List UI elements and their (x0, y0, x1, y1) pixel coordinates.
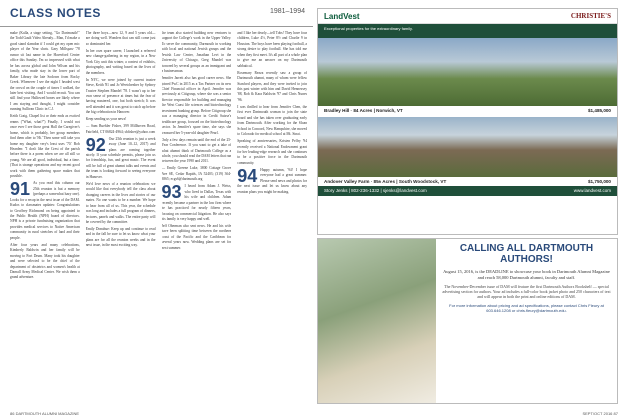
page-number: 86 (10, 411, 15, 416)
class-years: 1981–1994 (269, 8, 305, 15)
note-paragraph: Rosemary Rezza recently saw a group of Dartmouth alumni, many of whom were fellow Stanford players, and they were invited to join this past winter with him and David Hennessey '88, Rob & Kara Baldwin '97 and Chris Nunes '96. (237, 70, 307, 102)
note-paragraph: I heard from Adam J. Weiss, who lived in Dallas, Texas with his wife and children. Adam recently became a partner in the law firm where he has practiced for nearly fifteen years, focusing on commercial litigation. He also says his family is very happy and well. (161, 184, 232, 221)
note-paragraph: Speaking of anniversaries, Kristen Pelfry '94 recently received a National Endowment grant for her leading-edge research and she continues to be a positive force in the Dartmouth community. (237, 139, 307, 165)
authors-ad-body (436, 239, 617, 403)
column-4 (237, 31, 307, 404)
note-paragraph: Jennifer Jarrett also has good career news. She joined PwC in 2015 as a Tax Partner on its new Chief Financial officer in April. Jennifer was previously at Citigroup, where she was a senior director responsible for building and managing the West Coast life sciences and biotechnology investment banking group. Before Citigroup she was a managing director in Credit Suisse's healthcare group, focused on the biotechnology sector. In Jennifer's spare time, she says she treasured her 5-year-old daughter Pearl. (161, 76, 232, 135)
authors-ad-deadline: August 15, 2016, is the DEADLINE to showcase your book in Dartmouth Alumni Magazine and reach 58,000 Dartmouth alumni, faculty and staff. (443, 269, 610, 280)
page-number: 87 (613, 411, 618, 416)
note-paragraph: In NYC, we were joined by current trustee Steve, Keith '81 and Jo Weetchenber by Sydney Trustee Stephen Mandel '78. I wasn't up to her own sense of presence at times but the fear of having mastered, one, but both stretch; It was well attended and it was great to catch up before the big celebration in Hanover. (85, 77, 156, 115)
ad-contact-bar (318, 186, 617, 196)
right-page (313, 0, 626, 420)
landvest-logo: LandVest (324, 11, 360, 21)
property-price-1: $1,485,000 (588, 108, 611, 113)
note-paragraph: the team also started building new ventures to support the College's work in the Upper Valley. To serve the community, Darmouth in working with local and national Jewish groups and the Jewish Law Center, Jonathan Levi in the University of Chicago, Greg Mandel was honored by several groups as an immigrant and a businessman. (161, 31, 232, 74)
class-year-number: 91 (10, 179, 31, 200)
property-caption-2 (318, 177, 617, 186)
authors-ad[interactable] (317, 238, 618, 404)
note-paragraph: Keep sending us your news! (85, 117, 127, 122)
library-photo (318, 239, 436, 403)
note-paragraph: Keith Craig, Chapel list or their ends as excited reams ("What, what?") Finally, I would not once ever I see those great Hall the Caregiver's home, which is probably, her group members find them after to 'Hi.' Then some will take you home my daughter very's least uses '70.' Bob Hearden: "I don't like the Crest of the parish before there is a poem when we are all still so young. We are all good, individual, but a time. (That is strange operations and my recent good work with them gathering space makes that possible. (10, 114, 80, 179)
property-price-2: $1,750,000 (588, 179, 611, 184)
note-paragraph: Only a few days remain until the end of the 25-Year Conference. If you want to get a take of what alumni think of Dartmouth College as a whole, you should read the DAM letters that ran between the year 1990 and 2011. (161, 137, 232, 164)
note-paragraph: The three boys—now 12, 9 and 5 years old—are doing well. Wonders that can still come just so dominated her. (85, 31, 156, 46)
christies-logo: CHRISTIE'S (570, 12, 611, 20)
note-signoff: — Sam Buehler Fisher, 399 Millhoven Road, Fairfield, CT 06824-4964; sbfisher@yahoo.com (85, 124, 156, 134)
page-header (0, 0, 313, 27)
property-name-2: Andover Valley Farm · 85± Acres | South Woodstock, VT (324, 179, 447, 184)
page-footer (10, 411, 79, 416)
note-paragraph: As you read this column our 25th reunion is but a memory (perhaps a somewhat hazy one). Looks for a recap in the next issue of the DAM. Kudos to classmates updates: Congratulations to Geoffrey Richmond on being appointed to the Public Health (NPH) board of directors. NPH is a private fundraising organization that provides medical services to Native American community in rural stretches of land and their people. (10, 181, 80, 240)
class-notes-columns (10, 31, 307, 404)
authors-ad-text: The November-December issue of DAM will feature the first Dartmouth Authors Bookshelf — special advertising section for authors. Your ad includes a full-color book jacket photo and 250 characters of text and will appear in both the print and online editions of DAM. (442, 284, 611, 300)
class-year-number: 92 (85, 134, 106, 155)
note-paragraph: make (Kalla, a stage setting, "Go Dartmouth!" the Todd Gault Video Already... Man, I'd make a good stand slamdon if I could get my open mic player of the Year shots. Gary Millspaw '78 rumor sit last name in the Haverford Center office this Sunday. I'm so impressed with what he has across global and John Wilson and his family, who made stay in the lower part of Baker Library the late Sodown from Rocky Creek. Whenever I see the night I headed west the crowd on the couple of times I walked, the later best visiting. And I would recruit. You can still find your Hallowed bones are likely where I am staying and thought, I might consider running Sullivan Clinic in C.J. (10, 31, 80, 112)
property-photo-1 (318, 38, 617, 106)
section-title: CLASS NOTES (10, 6, 101, 20)
note-paragraph: I was thrilled to hear from Jennifer Chen, the first ever Dartmouth woman to join the state board and she has taken over graduating early from Dartmouth. After working for the Sloan School in Concord, New Hampshire, she moved to Colorado for medical school at Mt. Sinai. (237, 104, 307, 137)
property-photo-2 (318, 117, 617, 177)
note-paragraph: Emily Donahue: Keep up and continue to read and in the fall be sure to let us know what your plans are for all the reunion weeks and in the next issue, in the most exciting way. (85, 226, 156, 248)
magazine-name: DARTMOUTH ALUMNI MAGAZINE (15, 411, 80, 416)
authors-ad-title: CALLING ALL DARTMOUTH AUTHORS! (459, 243, 594, 265)
column-3 (162, 31, 232, 404)
landvest-ad[interactable] (317, 8, 618, 235)
property-caption-1 (318, 106, 617, 115)
property-name-1: Bradley Hill · 84 Acres | Norwich, VT (324, 108, 403, 113)
ad-url[interactable]: www.landvest.com (573, 188, 611, 193)
class-year-number: 94 (237, 165, 258, 186)
note-paragraph: and I like her dearly—tell Tobs! They have four children, Luke 4½, Peter 8½ and Charlie 9 in Houston. The boys have been playing football, a strong desire to play football. She has told me when they first meet. It's all part of a whole plan to give me an answer on my Dartmouth sabbatical. (237, 31, 307, 68)
note-paragraph: Our 25th reunion is just a week away (June 10–12, 2017) and plans are coming together nicely. If your schedule permits, please join us for friendship, fun, and great music. The event will be full of great alumni talks and events and the team is looking forward to seeing everyone in Hanover. (85, 136, 156, 179)
note-paragraph: In her own spare career, I launched a refereed new change-gathering in my region, in a New York City unit this winter, a contest of exhibits, photography, and writing based on the lives of the members. (85, 48, 156, 75)
note-paragraph: After four years and many celebrations, Kimberly Baldwin and her family will be moving to Fort Drum. Many took his daughter and were selected to be the chief of the department of obstetrics and women's health at Darnall Army Medical Center. We wish them a grand adventure. (10, 242, 80, 280)
note-paragraph: Happy autumn, '94! I hope everyone had a great summer. Please send news and photos for the next issue and let us know about any reunion plans you might be making. (237, 167, 307, 194)
column-2 (86, 31, 156, 404)
page-footer (582, 411, 618, 416)
class-year-number: 93 (161, 182, 182, 203)
column-1 (10, 31, 80, 404)
note-paragraph: Jeff Oberman also sent news. He and his wife have been splitting time between the northern coast of the Pacific and the Caribbean for several years now. Wedding plans are set for next summer. (161, 223, 232, 250)
note-signoff: — Emily Greene Luke, 3800 Cottage Grove Ave SE, Cedar Rapids, IA 52403; (319) 364-3865; ecgs6@dartmouth.org (161, 166, 232, 182)
issue-date: SEPT/OCT 2016 (582, 411, 613, 416)
ad-header (318, 9, 617, 24)
ad-tagline: Exceptional properties for the extraordinary family. (318, 24, 617, 38)
ad-contact[interactable]: Story Jenks | 802-236-1332 | sjenks@landvest.com (324, 188, 427, 193)
note-paragraph: We'd love news of a reunion celebration: we would like that everybody tell the class about changing careers in the lives and stories of our mates. No one wants to be a number. We hope to hear from all of us. This year, the schedule was long and includes a full program of dinners, lectures, panels and walks. The entire party will be covered by the committee. (85, 181, 156, 224)
authors-ad-contact[interactable]: For more information about pricing and ad specifications, please contact Chris Fleury at 603.646.1208 or chris.fleury@dartmouth.edu. (449, 302, 604, 313)
